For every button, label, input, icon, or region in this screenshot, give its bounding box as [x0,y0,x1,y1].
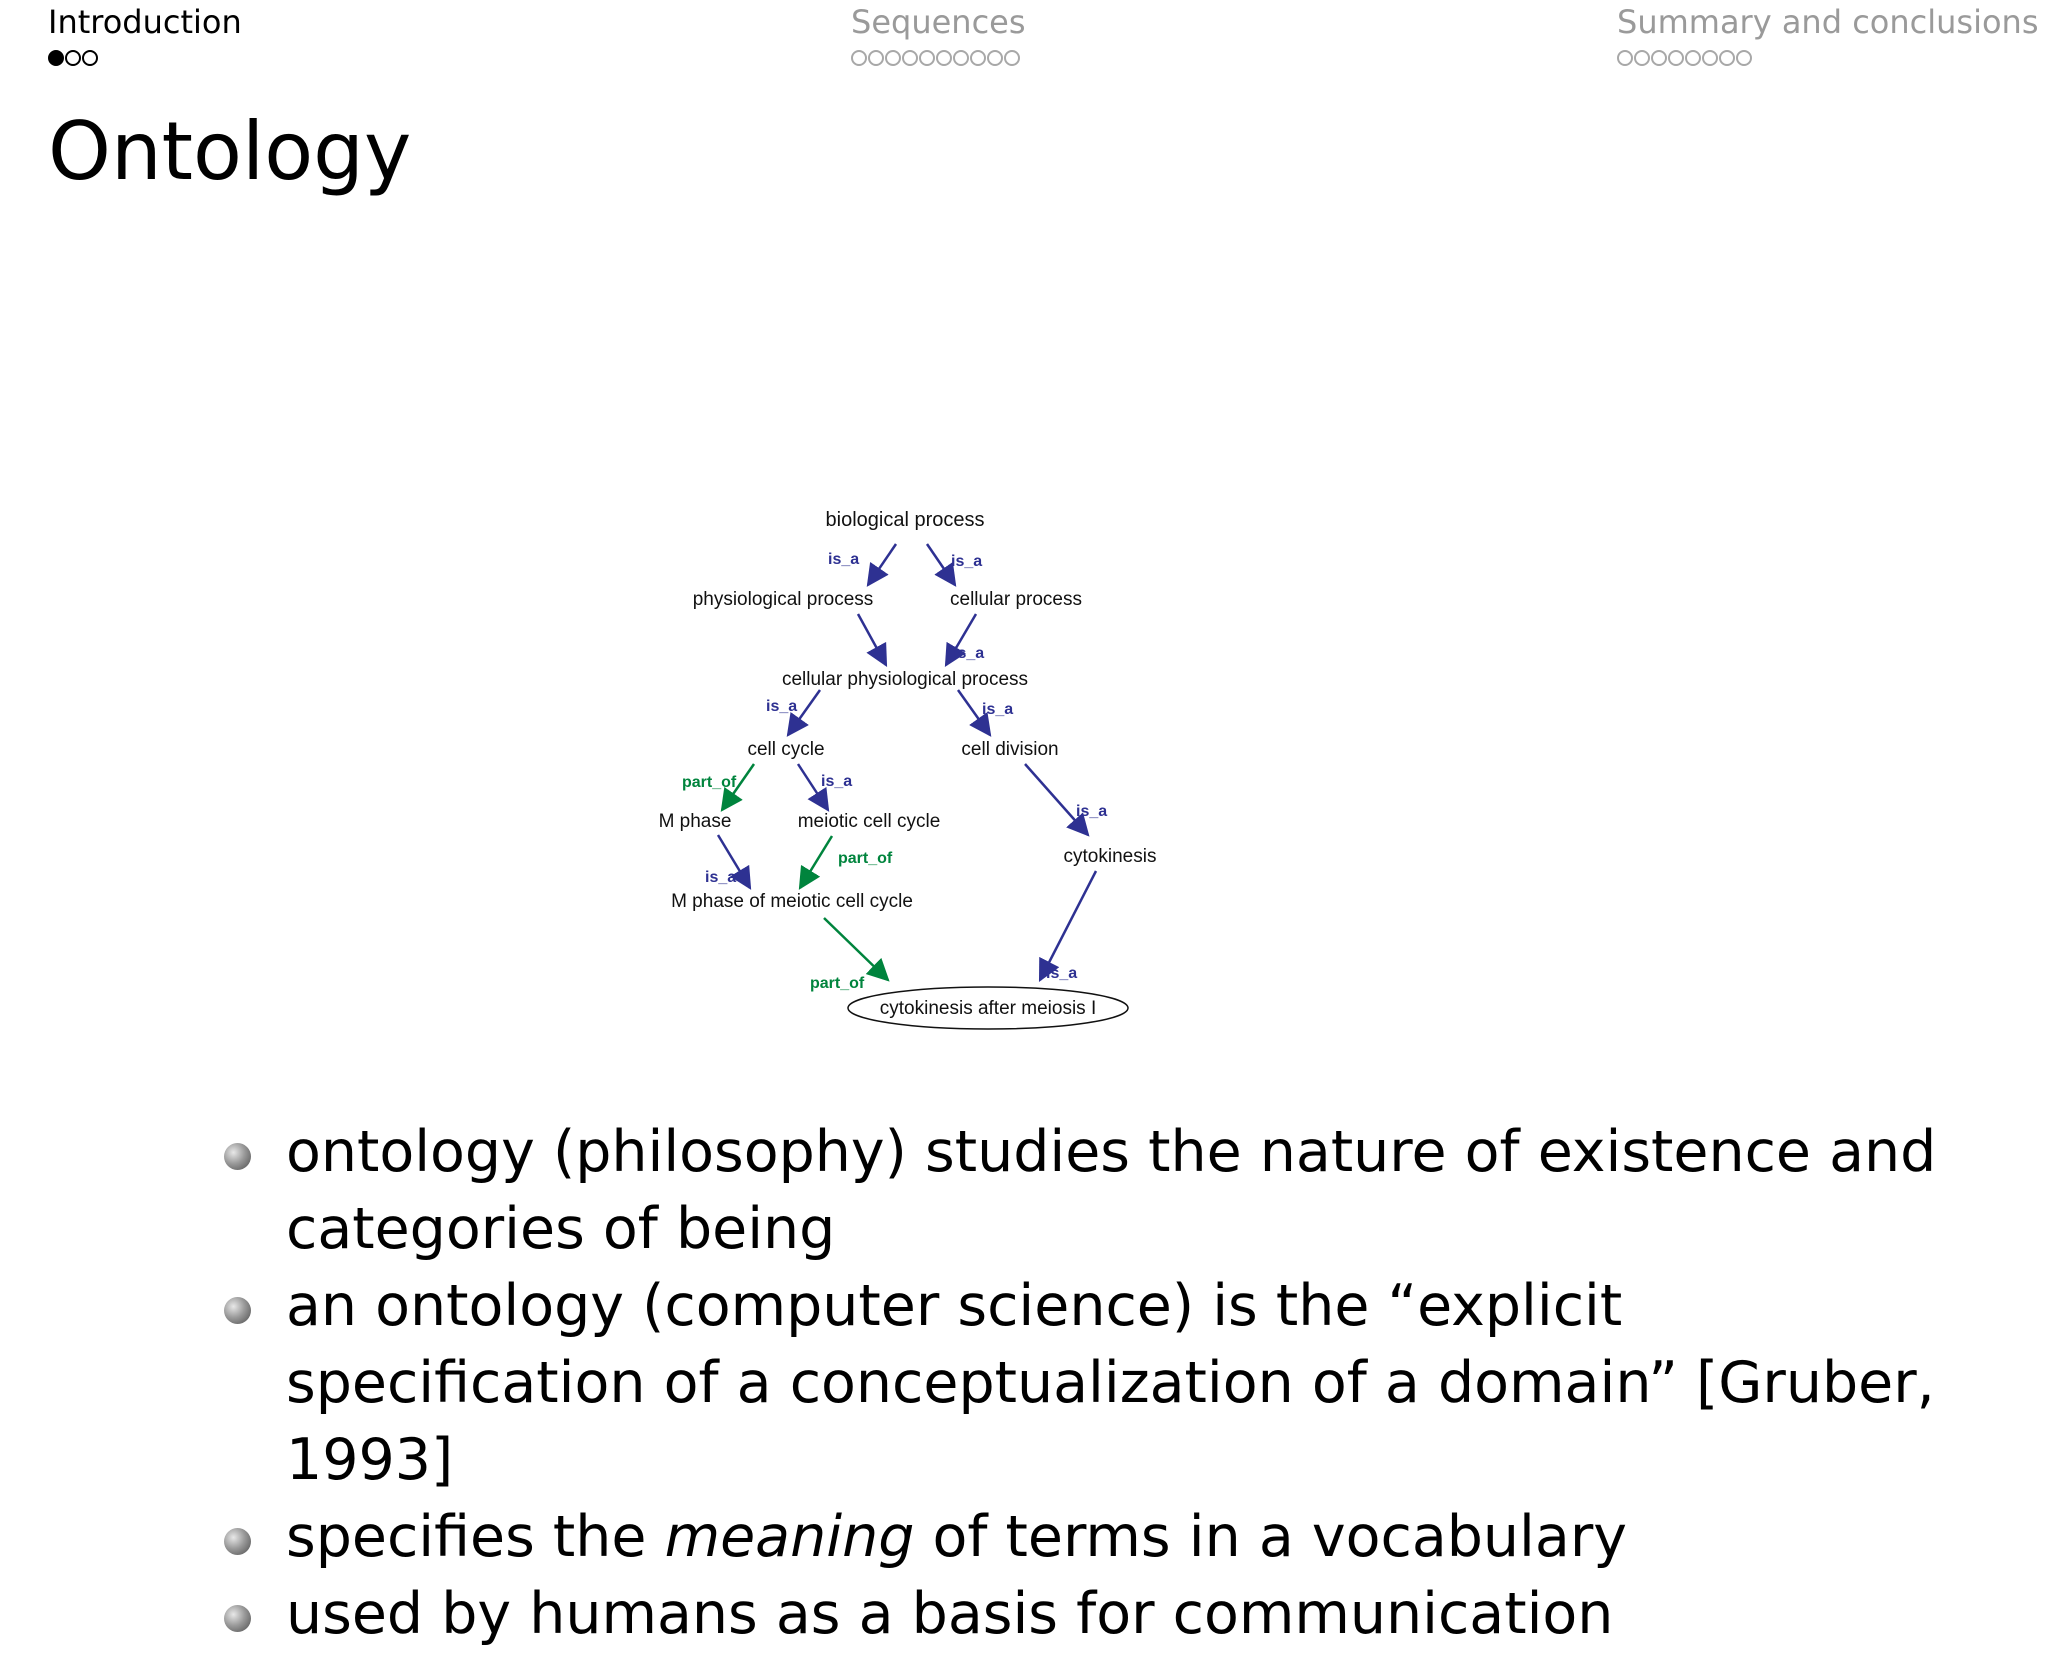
nav-dots-summary [1617,48,2039,68]
bullet-item [224,1499,1944,1576]
bullet-marker [224,1143,251,1170]
edge-label-isa: is_a [1046,965,1078,982]
bullet-marker [224,1605,251,1632]
node-meiotic-cell-cycle: meiotic cell cycle [797,811,941,832]
node-m-phase-of-meiotic-cell-cycle: M phase of meiotic cell cycle [671,891,913,912]
node-m-phase: M phase [658,811,732,832]
nav-dot[interactable] [1634,50,1650,66]
nav-dots-sequences [851,48,1026,68]
edge-label-isa: is_a [1076,803,1108,820]
bullet-marker [224,1297,251,1324]
nav-dot[interactable] [936,50,952,66]
node-physiological-process: physiological process [692,589,874,610]
part-of-edges [722,764,888,980]
node-cell-division: cell division [961,739,1059,760]
bullet-marker [224,1528,251,1555]
edge-after-meiosis-partof-mphasemeiotic [824,918,888,980]
edge-label-isa: is_a [951,553,983,570]
bullet-item [224,1268,1944,1499]
nav-dot[interactable] [1685,50,1701,66]
bullet-text-pre: specifies the [286,1504,665,1570]
bullet-item [224,1114,1944,1268]
nav-dot[interactable] [1004,50,1020,66]
nav-title-sequences[interactable]: Sequences [851,3,1026,41]
bullet-text: ontology (philosophy) studies the nature of existence and categories of being [286,1119,1937,1262]
edge-bio-to-physio [868,544,896,585]
nav-dot[interactable] [885,50,901,66]
edge-label-partof: part_of [682,774,737,791]
nav-dot[interactable] [82,50,98,66]
nav-dot[interactable] [851,50,867,66]
nav-dot[interactable] [970,50,986,66]
node-cell-cycle: cell cycle [747,739,825,760]
nav-dot[interactable] [65,50,81,66]
edge-cytokinesis-to-after-meiosis [1040,871,1096,980]
nav-dot[interactable] [1617,50,1633,66]
edge-label-isa: is_a [953,645,985,662]
nav-dots-introduction [48,48,242,68]
nav-dot[interactable] [868,50,884,66]
bullet-text-post: of terms in a vocabulary [914,1504,1627,1570]
node-cellular-physiological-process: cellular physiological process [781,669,1029,690]
bullet-list [224,1114,1944,1653]
nav-dot[interactable] [1736,50,1752,66]
nav-dot[interactable] [1702,50,1718,66]
nav-title-introduction[interactable]: Introduction [48,3,242,41]
ontology-diagram [640,490,1180,1050]
bullet-text: used by humans as a basis for communication [286,1581,1614,1647]
edge-label-partof: part_of [838,850,893,867]
nav-section-summary[interactable] [1617,2,2039,68]
node-cytokinesis: cytokinesis [1063,846,1157,867]
edge-mphasemeiotic-partof-meiotic [800,836,832,888]
edge-label-isa: is_a [982,701,1014,718]
nav-dot[interactable] [1651,50,1667,66]
edge-celldivision-to-cytokinesis [1025,764,1088,835]
node-cytokinesis-after-meiosis-i: cytokinesis after meiosis I [879,998,1097,1019]
bullet-text: an ontology (computer science) is the “explicit specification of a conceptualization of a domain” [Gruber, 1993] [286,1273,1935,1493]
nav-title-summary[interactable]: Summary and conclusions [1617,3,2039,41]
nav-dot[interactable] [902,50,918,66]
nav-section-sequences[interactable] [851,2,1026,68]
edge-label-isa: is_a [705,869,737,886]
node-biological-process: biological process [825,509,985,531]
nav-dot[interactable] [48,50,64,66]
ontology-graph [640,490,1180,1050]
edge-label-isa: is_a [828,551,860,568]
nav-dot[interactable] [987,50,1003,66]
bullet-item [224,1576,1944,1653]
nav-section-introduction[interactable] [48,2,242,68]
slide-title: Ontology [48,105,412,198]
edge-label-partof: part_of [810,975,865,992]
nav-dot[interactable] [1719,50,1735,66]
nav-dot[interactable] [953,50,969,66]
bullet-text-emphasis: meaning [664,1504,915,1570]
nav-dot[interactable] [919,50,935,66]
node-cellular-process: cellular process [950,589,1082,610]
nav-dot[interactable] [1668,50,1684,66]
edge-label-isa: is_a [766,698,798,715]
edge-label-isa: is_a [821,773,853,790]
edge-physio-to-cellphysio [858,614,886,665]
